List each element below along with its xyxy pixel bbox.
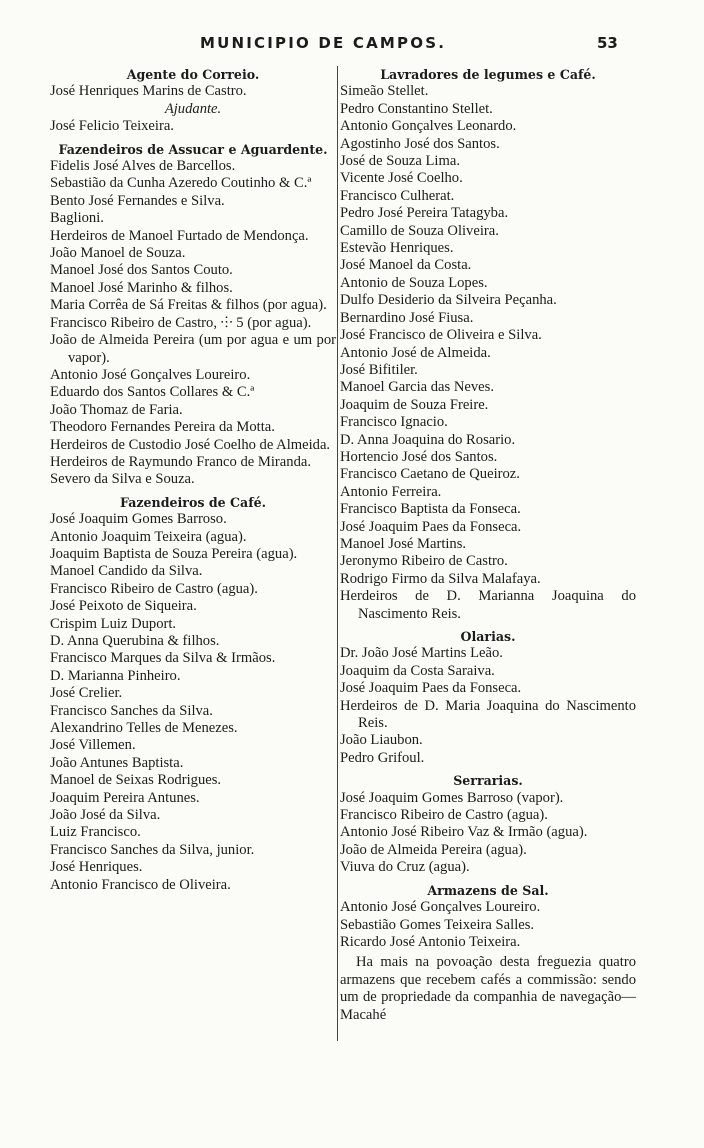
list-entry: José Joaquim Gomes Barroso. <box>50 511 227 528</box>
list-entry: Antonio José Gonçalves Loureiro. <box>340 899 541 916</box>
list-entry: Eduardo dos Santos Collares & C.ª <box>50 384 255 401</box>
list-entry: Francisco Baptista da Fonseca. <box>340 501 521 518</box>
list-entry: Maria Corrêa de Sá Freitas & filhos (por agua). <box>50 297 327 314</box>
list-entry: José Felicio Teixeira. <box>50 118 174 135</box>
list-entry: José Joaquim Paes da Fonseca. <box>340 680 522 697</box>
list-entry: Francisco Culherat. <box>340 187 455 204</box>
list-entry: Pedro Constantino Stellet. <box>340 100 493 117</box>
list-entry: Herdeiros de Raymundo Franco de Miranda. <box>50 453 311 470</box>
list-entry: Francisco Ignacio. <box>340 414 448 431</box>
list-entry: Joaquim Baptista de Souza Pereira (agua). <box>50 545 298 562</box>
list-entry: João José da Silva. <box>50 807 161 824</box>
list-entry: Bernardino José Fiusa. <box>340 309 474 326</box>
subheading-ajudante: Ajudante. <box>164 100 222 117</box>
list-entry: Sebastião Gomes Teixeira Salles. <box>340 916 535 933</box>
list-entry: Herdeiros de Manoel Furtado de Mendonça. <box>50 227 309 244</box>
list-entry: Theodoro Fernandes Pereira da Motta. <box>50 419 275 436</box>
list-entry: João Liaubon. <box>340 732 423 749</box>
list-entry: José Peixoto de Siqueira. <box>50 598 197 615</box>
list-entry: Pedro Grifoul. <box>340 749 425 766</box>
list-entry: João de Almeida Pereira (agua). <box>340 841 527 858</box>
list-entry: Antonio Joaquim Teixeira (agua). <box>50 528 247 545</box>
list-entry: João Antunes Baptista. <box>50 754 184 771</box>
list-entry: Dulfo Desiderio da Silveira Peçanha. <box>340 292 557 309</box>
list-entry: Luiz Francisco. <box>50 824 141 841</box>
list-entry: Francisco Ribeiro de Castro, ⸭ 5 (por agua). <box>50 314 312 331</box>
list-entry: Joaquim de Souza Freire. <box>340 396 489 413</box>
list-entry: Joaquim Pereira Antunes. <box>50 789 200 806</box>
list-entry: Joaquim da Costa Saraiva. <box>340 662 495 679</box>
list-entry: João Thomaz de Faria. <box>50 401 183 418</box>
list-entry: Antonio de Souza Lopes. <box>340 274 488 291</box>
section-heading: Agente do Correio. <box>126 67 260 82</box>
list-entry: Fidelis José Alves de Barcellos. <box>50 158 236 175</box>
list-entry: Estevão Henriques. <box>340 240 454 257</box>
list-entry: Antonio José de Almeida. <box>340 344 491 361</box>
section-heading: Lavradores de legumes e Café. <box>380 67 596 82</box>
list-entry: Antonio Francisco de Oliveira. <box>50 876 231 893</box>
list-entry: Rodrigo Firmo da Silva Malafaya. <box>340 570 541 587</box>
list-entry: Francisco Sanches da Silva, junior. <box>50 841 255 858</box>
list-entry: Manoel Garcia das Neves. <box>340 379 494 396</box>
paragraph: Ha mais na povoação desta freguezia quatro armazens que recebem cafés a commissão: sendo um de propriedade da companhia de navegação—Macahé <box>340 954 636 1023</box>
page-title: MUNICIPIO DE CAMPOS. <box>200 34 447 52</box>
list-entry: Antonio José Gonçalves Loureiro. <box>50 366 251 383</box>
list-entry: Ricardo José Antonio Teixeira. <box>340 933 521 950</box>
list-entry: Francisco Caetano de Queiroz. <box>340 466 520 483</box>
list-entry: Sebastião da Cunha Azeredo Coutinho & C.ª <box>50 175 312 192</box>
list-entry: José Bifitiler. <box>340 361 418 378</box>
page-number: 53 <box>597 34 618 52</box>
right-column <box>340 66 636 1024</box>
left-column <box>50 66 336 894</box>
list-entry: Severo da Silva e Souza. <box>50 471 195 488</box>
list-entry: Bento José Fernandes e Silva. <box>50 192 225 209</box>
list-entry: José de Souza Lima. <box>340 153 460 170</box>
list-entry: Manoel Candido da Silva. <box>50 563 203 580</box>
list-entry: José Francisco de Oliveira e Silva. <box>340 327 542 344</box>
list-entry: Antonio Gonçalves Leonardo. <box>340 118 517 135</box>
list-entry: Francisco Sanches da Silva. <box>50 702 213 719</box>
list-entry: Herdeiros de D. Marianna Joaquina do Nascimento Reis. <box>340 588 636 622</box>
list-entry: João de Almeida Pereira (um por agua e um por vapor). <box>50 332 336 366</box>
list-entry: Antonio José Ribeiro Vaz & Irmão (agua). <box>340 824 588 841</box>
list-entry: Herdeiros de Custodio José Coelho de Almeida. <box>50 436 331 453</box>
list-entry: Manoel José Marinho & filhos. <box>50 279 233 296</box>
list-entry: José Crelier. <box>50 685 123 702</box>
list-entry: Simeão Stellet. <box>340 83 429 100</box>
list-entry: Herdeiros de D. Maria Joaquina do Nascimento Reis. <box>340 697 636 732</box>
list-entry: D. Anna Joaquina do Rosario. <box>340 431 516 448</box>
list-entry: Manoel José Martins. <box>340 535 467 552</box>
list-entry: Agostinho José dos Santos. <box>340 135 500 152</box>
page-header <box>0 34 704 58</box>
list-entry: Manoel José dos Santos Couto. <box>50 262 233 279</box>
section-heading: Fazendeiros de Assucar e Aguardente. <box>58 141 328 157</box>
list-entry: D. Anna Querubina & filhos. <box>50 633 220 649</box>
section-heading: Fazendeiros de Café. <box>119 494 267 510</box>
list-entry: Pedro José Pereira Tatagyba. <box>340 205 509 222</box>
list-entry: Alexandrino Telles de Menezes. <box>50 720 238 737</box>
list-entry: José Manoel da Costa. <box>340 257 472 274</box>
section-heading: Armazens de Sal. <box>427 882 549 898</box>
list-entry: Dr. João José Martins Leão. <box>340 645 503 662</box>
list-entry: José Joaquim Paes da Fonseca. <box>340 518 522 535</box>
list-entry: João Manoel de Souza. <box>50 245 186 262</box>
list-entry: Vicente José Coelho. <box>340 170 463 187</box>
list-entry: Baglioni. <box>50 210 104 227</box>
section-heading: Olarias. <box>460 629 516 644</box>
list-entry: José Villemen. <box>50 737 136 754</box>
list-entry: Francisco Marques da Silva & Irmãos. <box>50 650 276 667</box>
list-entry: Antonio Ferreira. <box>340 483 442 500</box>
list-entry: Manoel de Seixas Rodrigues. <box>50 772 222 789</box>
list-entry: José Henriques. <box>50 859 143 876</box>
column-divider <box>337 66 338 1041</box>
list-entry: José Henriques Marins de Castro. <box>50 83 247 100</box>
list-entry: Hortencio José dos Santos. <box>340 448 498 465</box>
list-entry: Camillo de Souza Oliveira. <box>340 222 499 239</box>
section-heading: Serrarias. <box>453 773 523 789</box>
list-entry: Francisco Ribeiro de Castro (agua). <box>50 580 258 597</box>
list-entry: Jeronymo Ribeiro de Castro. <box>340 553 508 570</box>
list-entry: D. Marianna Pinheiro. <box>50 667 181 684</box>
list-entry: Francisco Ribeiro de Castro (agua). <box>340 807 548 824</box>
list-entry: Viuva do Cruz (agua). <box>340 859 470 876</box>
list-entry: José Joaquim Gomes Barroso (vapor). <box>340 789 564 806</box>
list-entry: Crispim Luiz Duport. <box>50 615 177 632</box>
